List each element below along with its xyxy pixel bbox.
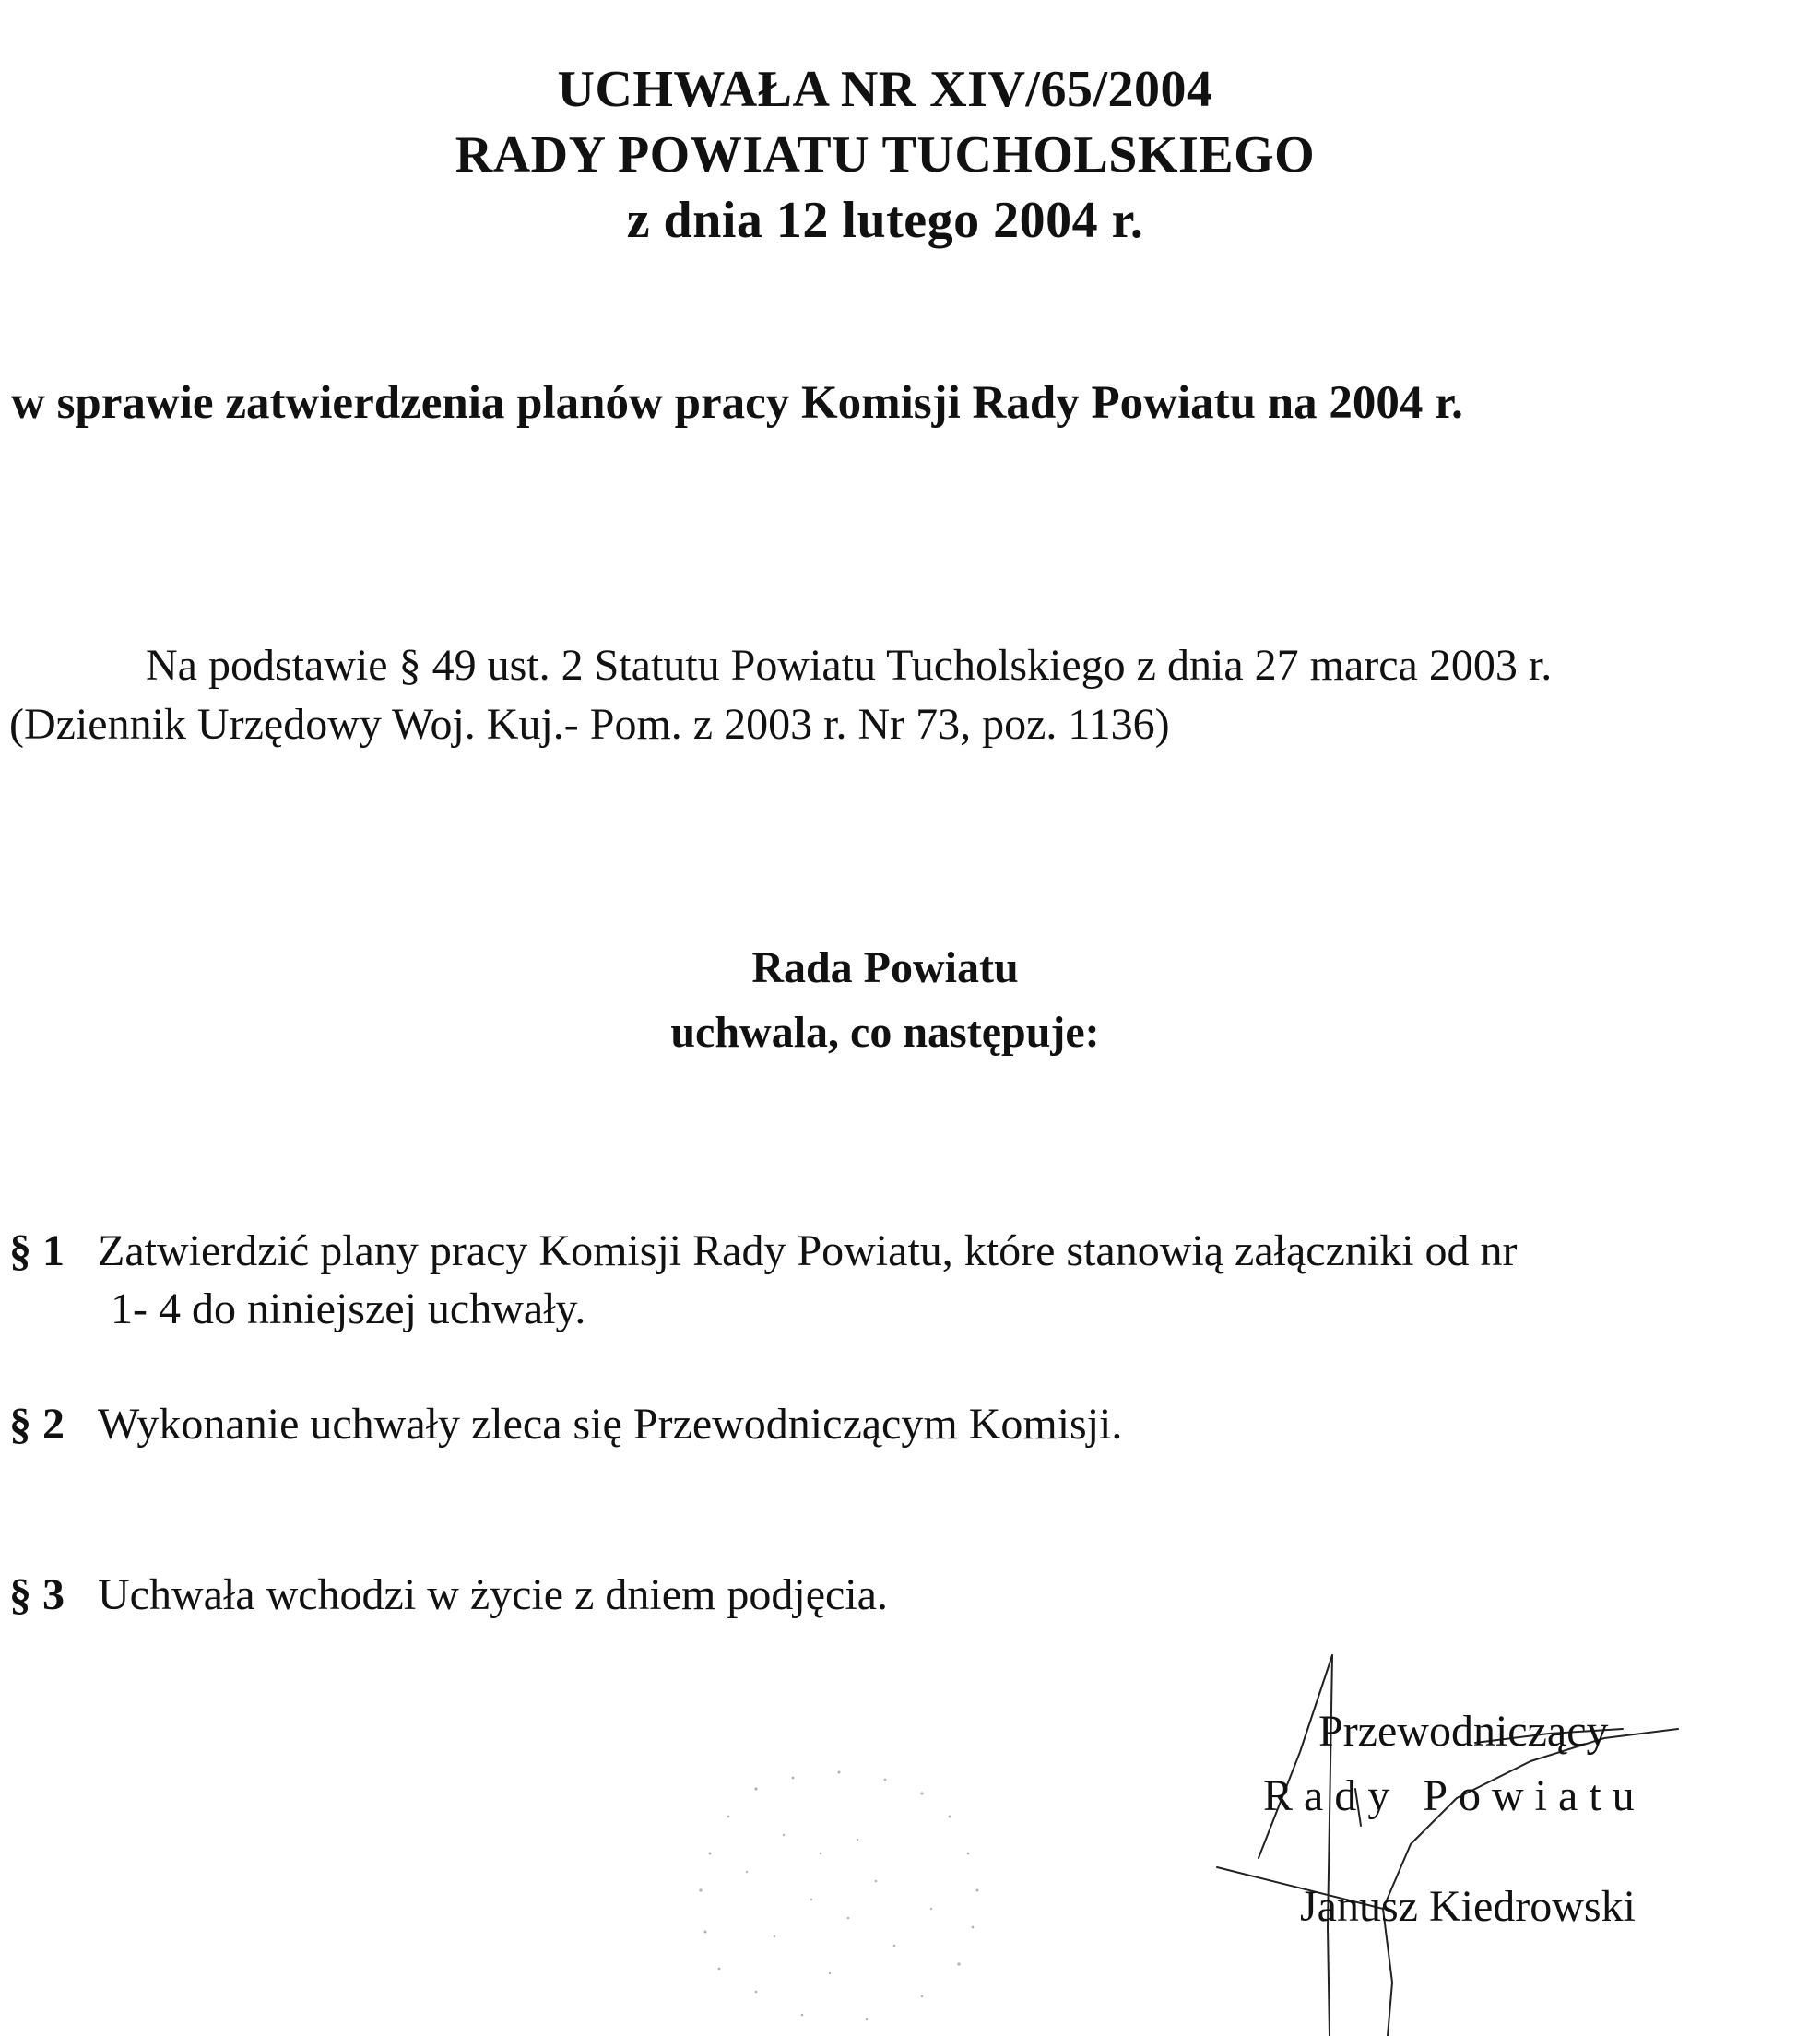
paragraph-1 <box>9 1222 1518 1338</box>
paragraph-continuation: 1- 4 do niniejszej uchwały. <box>111 1284 586 1333</box>
resolution-number: UCHWAŁA NR XIV/65/2004 <box>557 61 1213 118</box>
paragraph-symbol: § 3 <box>9 1570 65 1619</box>
resolution-header <box>0 57 1770 254</box>
signature-title: Przewodniczący <box>1318 1707 1609 1756</box>
resolution-subject: w sprawie zatwierdzenia planów pracy Komisji Rady Powiatu na 2004 r. <box>11 377 1463 429</box>
legal-basis-line-1: Na podstawie § 49 ust. 2 Statutu Powiatu Tucholskiego z dnia 27 marca 2003 r. <box>146 641 1553 690</box>
paragraph-text: Uchwała wchodzi w życie z dniem podjęcia. <box>98 1570 888 1619</box>
paragraph-3 <box>9 1566 888 1624</box>
legal-basis <box>9 636 1552 754</box>
signature-body: Rady Powiatu <box>1263 1771 1646 1820</box>
faded-stamp <box>645 1752 1070 2036</box>
paragraph-symbol: § 1 <box>9 1226 65 1275</box>
resolution-date: z dnia 12 lutego 2004 r. <box>626 192 1144 249</box>
council-decision <box>0 936 1770 1065</box>
paragraph-2 <box>9 1395 1122 1453</box>
paragraph-symbol: § 2 <box>9 1400 65 1449</box>
signatory-name: Janusz Kiedrowski <box>1300 1882 1636 1931</box>
paragraph-text: Wykonanie uchwały zleca się Przewodniczącym Komisji. <box>98 1400 1123 1449</box>
paragraph-text: Zatwierdzić plany pracy Komisji Rady Powiatu, które stanowią załączniki od nr <box>98 1226 1518 1275</box>
legal-basis-line-2: (Dziennik Urzędowy Woj. Kuj.- Pom. z 2003 r. Nr 73, poz. 1136) <box>9 700 1170 749</box>
council-decision-line-1: Rada Powiatu <box>751 943 1019 992</box>
council-name: RADY POWIATU TUCHOLSKIEGO <box>455 126 1316 183</box>
council-decision-line-2: uchwala, co następuje: <box>670 1008 1100 1057</box>
